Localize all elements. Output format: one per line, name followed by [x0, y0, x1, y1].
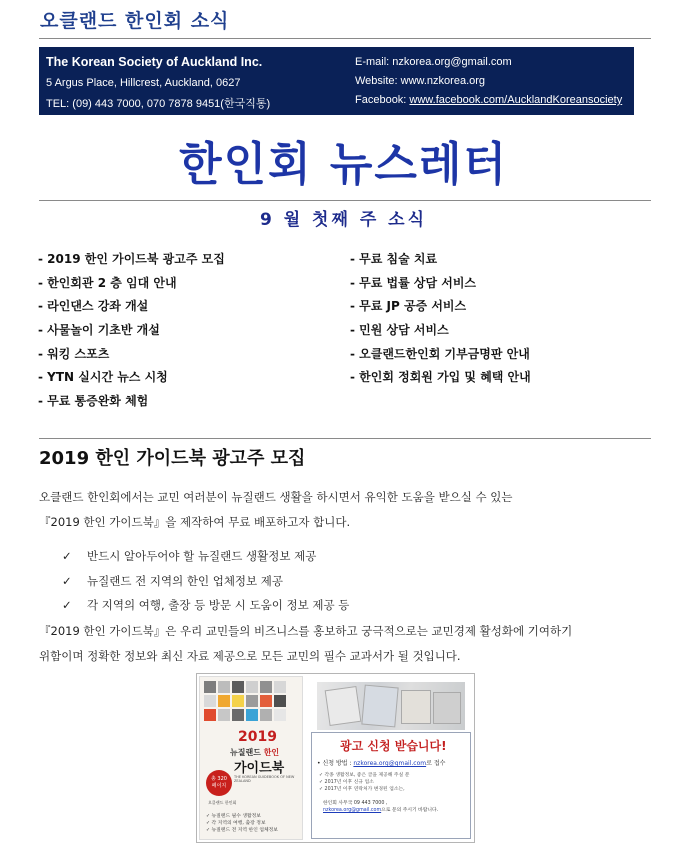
news-item: - 한인회관 2 층 임대 안내	[38, 275, 177, 290]
check-icon: ✓	[62, 573, 72, 588]
news-item: - 무료 법률 상담 서비스	[350, 275, 477, 290]
section-divider	[39, 438, 651, 439]
check-item: ✓ 각 지역의 여행, 출장 등 방문 시 도움이 정보 제공 등	[62, 598, 350, 612]
guidebook-photo	[317, 682, 465, 730]
ad-book-list: ✓ 뉴질랜드 필수 생활정보 ✓ 각 지역의 여행, 출장 정보 ✓ 뉴질랜드 전 지역 한인 업체정보	[206, 814, 278, 833]
guidebook-ad-image	[196, 673, 475, 843]
ad-guidebook-subtitle: THE KOREAN GUIDEBOOK OF NEW ZEALAND	[234, 775, 295, 783]
ad-apply-method: • 신청 방법 : nzkorea.org@gmail.com로 접수	[317, 760, 446, 767]
feature-checklist	[62, 548, 349, 622]
news-item: - 사물놀이 기초반 개설	[38, 323, 160, 338]
news-item: - 무료 JP 공증 서비스	[350, 299, 467, 314]
news-item: - 워킹 스포츠	[38, 346, 110, 361]
check-item: ✓ 뉴질랜드 전 지역의 한인 업체정보 제공	[62, 573, 284, 588]
news-items-right	[350, 250, 531, 392]
news-item: - 무료 통증완화 체험	[38, 394, 149, 409]
header-divider	[39, 38, 651, 39]
newsletter-title: 한인회 뉴스레터	[179, 137, 508, 192]
intro-line-2: 『2019 한인 가이드북』을 제작하여 무료 배포하고자 합니다.	[39, 515, 351, 529]
news-item: - 민원 상담 서비스	[350, 323, 449, 338]
intro-line-1: 오클랜드 한인회에서는 교민 여러분이 뉴질랜드 생활을 하시면서 유익한 도움을 받으실 수 있는	[39, 490, 513, 504]
contact-banner	[39, 47, 634, 115]
guidebook-cover	[199, 676, 303, 840]
facebook-label: Facebook:	[355, 94, 410, 106]
check-item: ✓ 반드시 알아두어야 할 뉴질랜드 생활정보 제공	[62, 549, 317, 563]
ad-guidebook-title: 가이드북	[234, 761, 285, 776]
org-facebook	[355, 91, 622, 110]
org-address: 5 Argus Place, Hillcrest, Auckland, 0627	[46, 77, 241, 89]
news-item: - 오클랜드한인회 기부금명판 안내	[350, 346, 530, 361]
outro-line-1: 『2019 한인 가이드북』은 우리 교민들의 비즈니스를 홍보하고 궁극적으로는 교민경제 활성화에 기여하기	[39, 624, 573, 638]
news-item: - 한인회 정회원 가입 및 혜택 안내	[350, 370, 531, 385]
news-item: - 2019 한인 가이드북 광고주 모집	[38, 252, 225, 266]
news-item: - 무료 침술 치료	[350, 252, 438, 266]
org-website: Website: www.nzkorea.org	[355, 75, 486, 87]
ad-office-contact: 한인회 사무국 09 443 7000 , nzkorea.org@gmail.com으로 문의 주시기 바랍니다.	[323, 801, 439, 813]
ad-publisher: 오클랜드 한인회	[208, 800, 237, 805]
org-tel: TEL: (09) 443 7000, 070 7878 9451(한국직통)	[46, 98, 271, 110]
check-icon: ✓	[62, 598, 72, 612]
outro-line-2: 위함이며 정확한 정보와 최신 자료 제공으로 모든 교민의 필수 교과서가 될 것입니다.	[39, 649, 461, 663]
week-title: 9 월 첫째 주 소식	[259, 210, 428, 230]
news-items-left	[38, 250, 225, 416]
title-divider	[39, 200, 651, 201]
ad-nz-label: 뉴질랜드 한인	[230, 748, 280, 757]
section-title: 2019 한인 가이드북 광고주 모집	[39, 448, 306, 469]
page-count-badge: 총 320 페이지	[206, 770, 232, 796]
page-header-title: 오클랜드 한인회 소식	[40, 10, 230, 32]
ad-headline: 광고 신청 받습니다!	[340, 739, 447, 753]
ad-target-list: ✓ 각종 생활정보, 좋은 글을 제공해 주실 분 ✓ 2017년 이후 신규 업소 ✓ 2017년 이후 연락처가 변경된 업소는,	[319, 773, 410, 792]
check-icon: ✓	[62, 549, 72, 563]
ad-year: 2019	[238, 729, 277, 745]
org-email: E-mail: nzkorea.org@gmail.com	[355, 56, 512, 68]
facebook-link[interactable]: www.facebook.com/AucklandKoreansociety	[409, 94, 623, 106]
org-name: The Korean Society of Auckland Inc.	[46, 55, 263, 69]
news-item: - 라인댄스 강좌 개설	[38, 299, 149, 314]
news-item: - YTN 실시간 뉴스 시청	[38, 370, 168, 385]
